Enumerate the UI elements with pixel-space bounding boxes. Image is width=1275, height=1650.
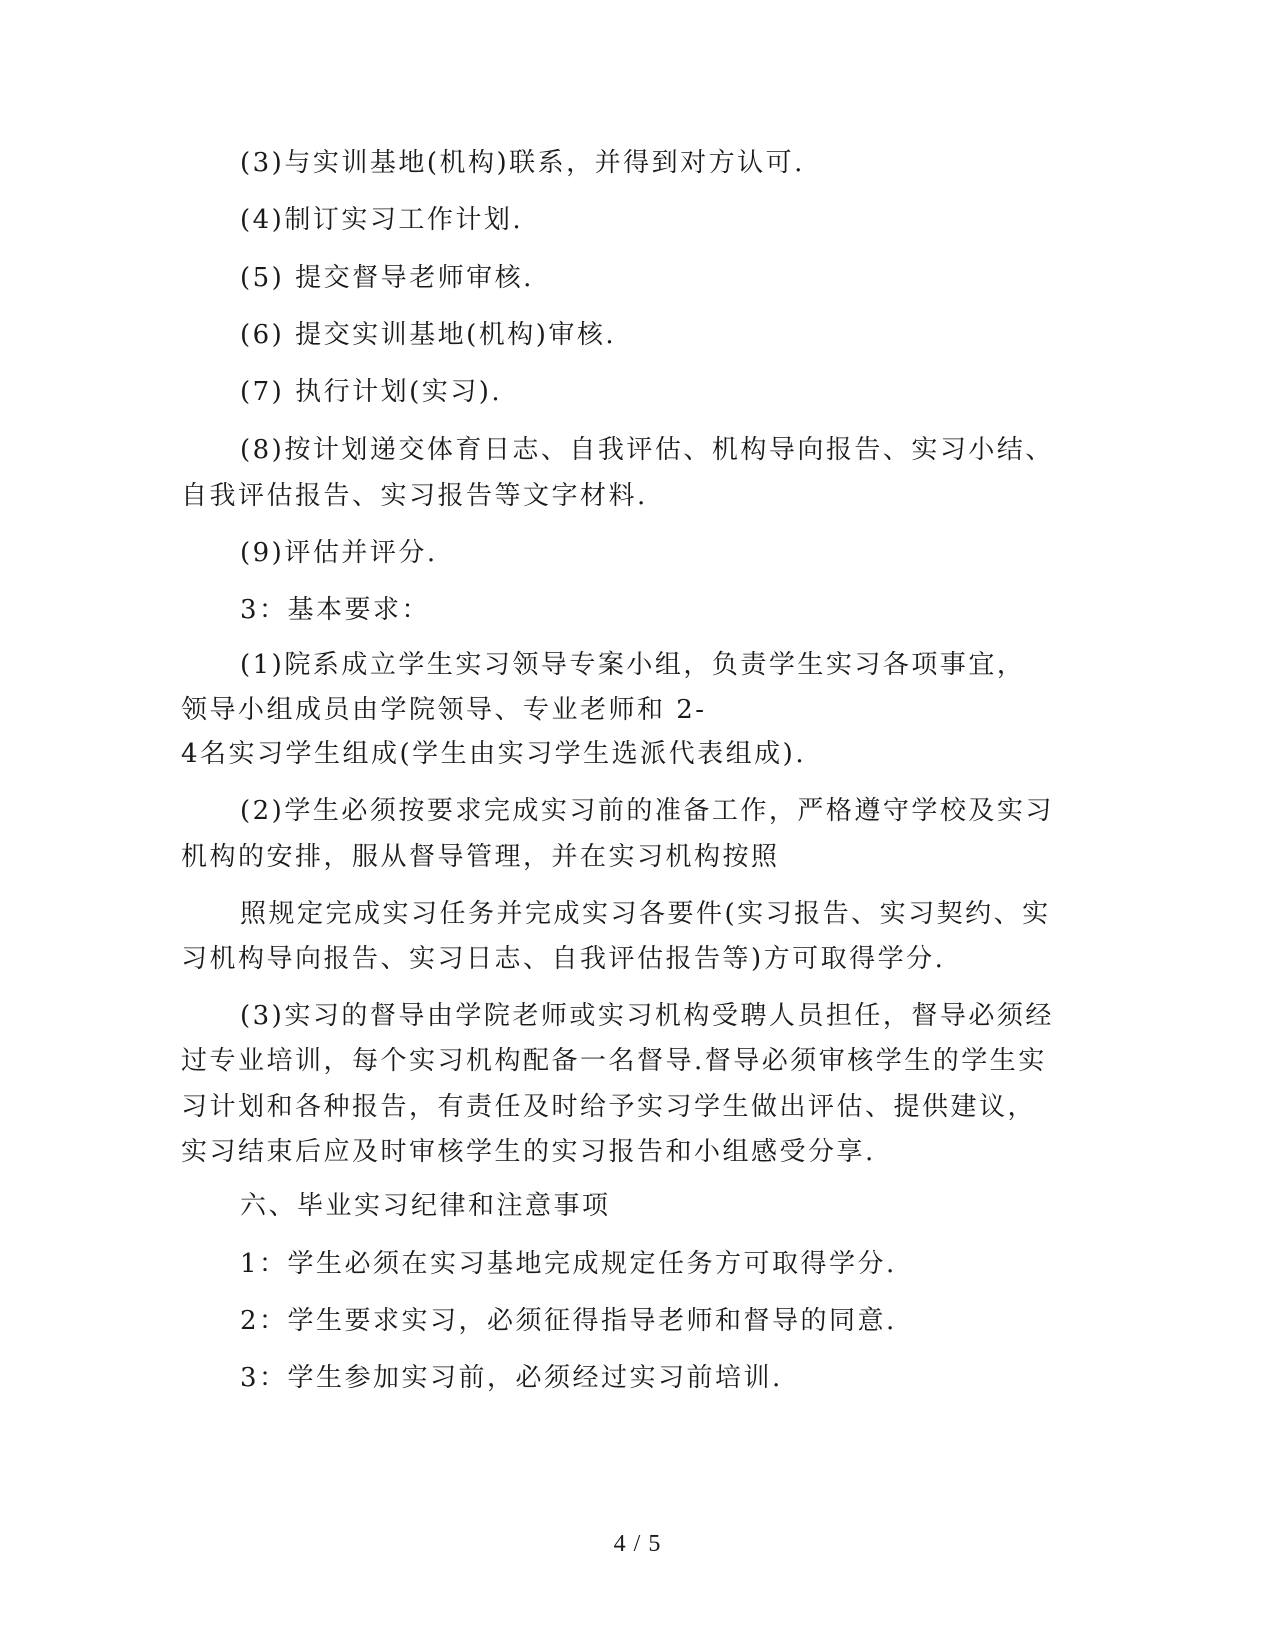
text-line: 过专业培训，每个实习机构配备一名督导.督导必须审核学生的学生实 <box>181 1046 1047 1076</box>
text-line: 习机构导向报告、实习日志、自我评估报告等)方可取得学分. <box>181 944 946 974</box>
text-line: 习计划和各种报告，有责任及时给予实习学生做出评估、提供建议， <box>181 1092 1037 1122</box>
text-line: (9)评估并评分. <box>240 538 438 568</box>
text-line: (2)学生必须按要求完成实习前的准备工作，严格遵守学校及实习 <box>240 796 1054 826</box>
text-line: (3)与实训基地(机构)联系，并得到对方认可. <box>240 148 805 178</box>
section-heading: 3：基本要求： <box>240 595 431 625</box>
text-line: 自我评估报告、实习报告等文字材料. <box>181 481 648 511</box>
text-line: (4)制订实习工作计划. <box>240 205 524 235</box>
text-line: 2：学生要求实习，必须征得指导老师和督导的同意. <box>240 1306 897 1336</box>
text-line: 领导小组成员由学院领导、专业老师和 2- <box>181 695 707 725</box>
text-line: 实习结束后应及时审核学生的实习报告和小组感受分享. <box>181 1137 876 1167</box>
text-line: (5) 提交督导老师审核. <box>240 263 534 293</box>
text-line: (1)院系成立学生实习领导专案小组，负责学生实习各项事宜， <box>240 650 1026 680</box>
text-line: (7) 执行计划(实习). <box>240 377 503 407</box>
text-line: 照规定完成实习任务并完成实习各要件(实习报告、实习契约、实 <box>240 899 1051 929</box>
text-line: (3)实习的督导由学院老师或实习机构受聘人员担任，督导必须经 <box>240 1001 1054 1031</box>
section-heading: 六、毕业实习纪律和注意事项 <box>240 1191 611 1221</box>
text-line: 1：学生必须在实习基地完成规定任务方可取得学分. <box>240 1249 897 1279</box>
page-number: 4 / 5 <box>613 1531 662 1557</box>
text-line: (6) 提交实训基地(机构)审核. <box>240 320 617 350</box>
text-line: 4名实习学生组成(学生由实习学生选派代表组成). <box>181 739 807 769</box>
text-line: 机构的安排，服从督导管理，并在实习机构按照 <box>181 842 780 872</box>
text-line: 3：学生参加实习前，必须经过实习前培训. <box>240 1363 783 1393</box>
text-line: (8)按计划递交体育日志、自我评估、机构导向报告、实习小结、 <box>240 435 1054 465</box>
